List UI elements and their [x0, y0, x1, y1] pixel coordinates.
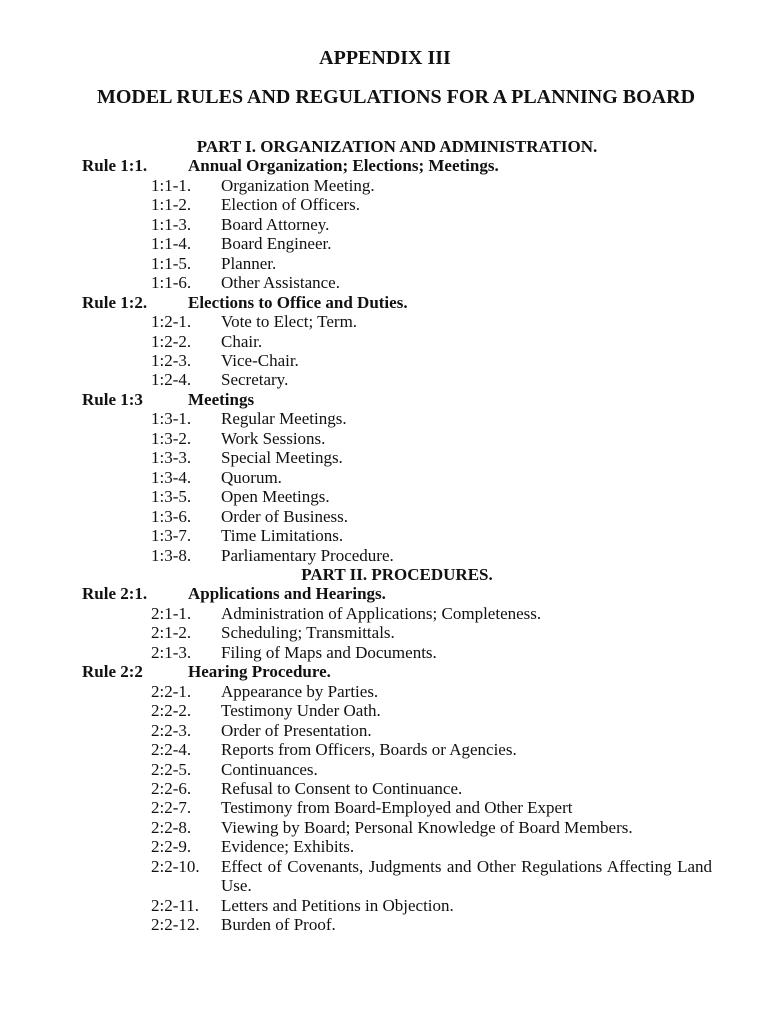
item-title: Chair. — [221, 331, 263, 351]
list-item — [82, 546, 712, 565]
rule-title: Applications and Hearings. — [188, 584, 386, 604]
item-title: Viewing by Board; Personal Knowledge of Board Members. — [221, 817, 633, 837]
list-item — [82, 176, 712, 195]
list-item — [82, 604, 712, 623]
list-item — [82, 234, 712, 253]
item-title: Special Meetings. — [221, 448, 343, 468]
rule-heading — [82, 584, 712, 603]
item-title: Secretary. — [221, 370, 289, 390]
item-title: Regular Meetings. — [221, 409, 347, 429]
list-item — [82, 332, 712, 351]
list-item — [82, 798, 712, 817]
list-item — [82, 448, 712, 467]
item-title: Planner. — [221, 253, 277, 273]
list-item — [82, 526, 712, 545]
item-title: Letters and Petitions in Objection. — [221, 895, 454, 915]
item-number: 2:2-8. — [151, 817, 192, 837]
list-item — [82, 370, 712, 389]
item-title: Time Limitations. — [221, 526, 344, 546]
list-item — [82, 507, 712, 526]
rule-heading — [82, 156, 712, 175]
list-item — [82, 740, 712, 759]
rule-number: Rule 1:3 — [82, 389, 143, 409]
item-title: Quorum. — [221, 467, 282, 487]
item-title: Filing of Maps and Documents. — [221, 642, 437, 662]
list-item — [82, 760, 712, 779]
list-item — [82, 915, 712, 934]
item-title: Election of Officers. — [221, 195, 360, 215]
item-number: 1:2-4. — [151, 370, 192, 390]
item-title: Open Meetings. — [221, 487, 330, 507]
item-title: Burden of Proof. — [221, 915, 336, 935]
item-number: 2:2-9. — [151, 837, 192, 857]
rule-title: Elections to Office and Duties. — [188, 292, 408, 312]
part-heading: PART I. ORGANIZATION AND ADMINISTRATION. — [196, 137, 598, 156]
rule-heading — [82, 390, 712, 409]
item-number: 2:2-5. — [151, 759, 192, 779]
item-number: 1:2-3. — [151, 350, 192, 370]
rule-heading — [82, 293, 712, 312]
table-of-contents — [82, 137, 712, 935]
list-item — [82, 721, 712, 740]
item-number: 1:1-5. — [151, 253, 192, 273]
list-item — [82, 682, 712, 701]
list-item — [82, 351, 712, 370]
list-item — [82, 195, 712, 214]
item-title: Continuances. — [221, 759, 318, 779]
list-item — [82, 818, 712, 837]
item-title: Order of Business. — [221, 506, 349, 526]
rule-title: Annual Organization; Elections; Meetings. — [188, 156, 499, 176]
rule-number: Rule 2:1. — [82, 584, 148, 604]
item-number: 1:3-1. — [151, 409, 192, 429]
item-number: 1:3-4. — [151, 467, 192, 487]
item-title: Effect of Covenants, Judgments and Other Regulations Affecting Land Use. — [221, 856, 712, 896]
item-number: 2:2-12. — [151, 915, 200, 935]
list-item — [82, 273, 712, 292]
list-item — [82, 701, 712, 720]
item-title: Other Assistance. — [221, 273, 340, 293]
item-number: 1:2-1. — [151, 312, 192, 332]
list-item — [82, 623, 712, 642]
item-title: Scheduling; Transmittals. — [221, 623, 395, 643]
item-number: 2:2-4. — [151, 740, 192, 760]
item-title: Vote to Elect; Term. — [221, 312, 358, 332]
list-item — [82, 409, 712, 428]
list-item — [82, 643, 712, 662]
item-title: Order of Presentation. — [221, 720, 372, 740]
list-item — [82, 837, 712, 856]
list-item — [82, 312, 712, 331]
item-title: Refusal to Consent to Continuance. — [221, 778, 463, 798]
item-title: Testimony from Board-Employed and Other Expert — [221, 798, 573, 818]
item-title: Appearance by Parties. — [221, 681, 379, 701]
rule-number: Rule 2:2 — [82, 662, 143, 682]
list-item — [82, 857, 712, 896]
item-number: 2:2-7. — [151, 798, 192, 818]
rule-title: Hearing Procedure. — [188, 662, 331, 682]
list-item — [82, 215, 712, 234]
part-heading: PART II. PROCEDURES. — [301, 564, 493, 584]
item-number: 1:2-2. — [151, 331, 192, 351]
item-number: 2:1-1. — [151, 603, 192, 623]
item-title: Work Sessions. — [221, 428, 326, 448]
item-number: 2:2-1. — [151, 681, 192, 701]
list-item — [82, 429, 712, 448]
item-title: Parliamentary Procedure. — [221, 545, 394, 565]
item-number: 2:2-6. — [151, 778, 192, 798]
item-number: 1:3-5. — [151, 487, 192, 507]
item-number: 1:1-3. — [151, 214, 192, 234]
item-number: 1:3-7. — [151, 526, 192, 546]
rule-number: Rule 1:2. — [82, 292, 148, 312]
item-number: 1:1-1. — [151, 175, 192, 195]
item-number: 1:3-3. — [151, 448, 192, 468]
item-number: 1:1-4. — [151, 234, 192, 254]
item-title: Vice-Chair. — [221, 350, 299, 370]
item-number: 1:1-2. — [151, 195, 192, 215]
item-number: 2:2-3. — [151, 720, 192, 740]
list-item — [82, 487, 712, 506]
item-number: 1:1-6. — [151, 273, 192, 293]
rule-heading — [82, 662, 712, 681]
appendix-title: APPENDIX III — [319, 47, 451, 69]
item-number: 1:3-8. — [151, 545, 192, 565]
rule-number: Rule 1:1. — [82, 156, 148, 176]
item-number: 1:3-2. — [151, 428, 192, 448]
item-number: 2:2-10. — [151, 856, 200, 876]
list-item — [82, 779, 712, 798]
item-title: Testimony Under Oath. — [221, 701, 381, 721]
document-title: MODEL RULES AND REGULATIONS FOR A PLANNING BOARD — [96, 86, 696, 108]
list-item — [82, 254, 712, 273]
item-number: 1:3-6. — [151, 506, 192, 526]
item-number: 2:2-11. — [151, 895, 200, 915]
item-title: Administration of Applications; Completeness. — [221, 603, 542, 623]
item-title: Organization Meeting. — [221, 175, 375, 195]
item-title: Evidence; Exhibits. — [221, 837, 355, 857]
item-title: Reports from Officers, Boards or Agencies. — [221, 740, 517, 760]
item-number: 2:2-2. — [151, 701, 192, 721]
list-item — [82, 896, 712, 915]
item-number: 2:1-2. — [151, 623, 192, 643]
item-title: Board Engineer. — [221, 234, 332, 254]
item-number: 2:1-3. — [151, 642, 192, 662]
item-title: Board Attorney. — [221, 214, 330, 234]
rule-title: Meetings — [188, 389, 255, 409]
list-item — [82, 468, 712, 487]
